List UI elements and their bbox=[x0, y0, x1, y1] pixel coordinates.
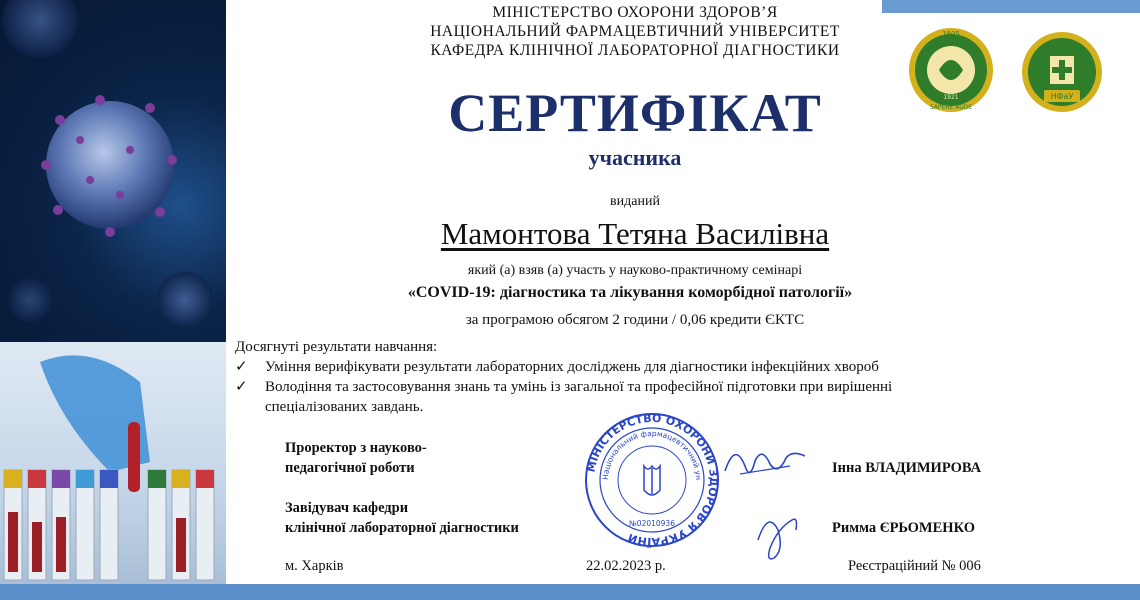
signatory-name: Римма ЄРЬОМЕНКО bbox=[832, 520, 976, 536]
check-icon: ✓ bbox=[235, 359, 248, 375]
university-crest-logo bbox=[907, 26, 995, 119]
header-ministry: МІНІСТЕРСТВО ОХОРОНИ ЗДОРОВ’Я bbox=[492, 4, 778, 21]
official-stamp bbox=[582, 410, 722, 555]
seminar-title: «COVID-19: діагностика та лікування коморбідної патології» bbox=[407, 284, 853, 301]
university-crest-icon bbox=[907, 26, 995, 114]
signature-2 bbox=[748, 500, 808, 570]
certificate-subtitle: учасника bbox=[588, 145, 682, 170]
top-accent-bar bbox=[882, 0, 1140, 13]
logo-motto: SAPERE AUDE bbox=[929, 104, 973, 111]
signature-scribble-icon bbox=[748, 500, 808, 565]
result-text: Уміння верифікувати результати лабораторних досліджень для діагностики інфекційних хвороб bbox=[265, 359, 879, 375]
signature-scribble-icon bbox=[720, 436, 810, 486]
nfau-logo bbox=[1020, 30, 1104, 119]
logo-nfau-text: НФаУ bbox=[1050, 92, 1074, 101]
side-decorative-image bbox=[0, 0, 226, 584]
role-line: Завідувач кафедри bbox=[285, 500, 409, 516]
role-line: клінічної лабораторної діагностики bbox=[285, 520, 519, 536]
test-tubes-illustration bbox=[0, 342, 226, 584]
recipient-name: Мамонтова Тетяна Василівна bbox=[440, 216, 830, 251]
role-line: Проректор з науково- bbox=[285, 440, 427, 456]
check-icon: ✓ bbox=[235, 379, 248, 395]
header-university: НАЦІОНАЛЬНИЙ ФАРМАЦЕВТИЧНИЙ УНІВЕРСИТЕТ bbox=[430, 23, 840, 40]
footer-city: м. Харків bbox=[285, 558, 344, 574]
results-title: Досягнуті результати навчання: bbox=[235, 339, 438, 355]
nfau-emblem-icon bbox=[1020, 30, 1104, 114]
virus-illustration bbox=[0, 0, 226, 342]
signatory-role bbox=[285, 438, 427, 478]
certificate-title: СЕРТИФІКАТ bbox=[448, 83, 822, 143]
role-line: педагогічної роботи bbox=[285, 460, 415, 476]
result-text: Володіння та застосовування знань та умінь із загальної та професійної підготовки при вирішенні bbox=[265, 379, 893, 395]
issued-label: виданий bbox=[610, 194, 660, 209]
program-text: за програмою обсягом 2 години / 0,06 кредити ЄКТС bbox=[465, 312, 805, 328]
signatory-role bbox=[285, 498, 519, 538]
signature-1 bbox=[720, 436, 810, 491]
stamp-inner-text: Національний фармацевтичний ун bbox=[600, 428, 704, 481]
logo-year-top: 1805 bbox=[942, 30, 960, 38]
footer-date: 22.02.2023 р. bbox=[586, 558, 666, 574]
result-item bbox=[235, 378, 892, 396]
result-item-continuation: спеціалізованих завдань. bbox=[265, 399, 424, 415]
bottom-accent-bar bbox=[0, 584, 1140, 600]
header-department: КАФЕДРА КЛІНІЧНОЇ ЛАБОРАТОРНОЇ ДІАГНОСТИКИ bbox=[430, 42, 840, 59]
footer-registration: Реєстраційний № 006 bbox=[848, 558, 981, 574]
lab-tubes-image bbox=[0, 342, 226, 584]
signatory-name: Інна ВЛАДИМИРОВА bbox=[832, 460, 982, 476]
stamp-seal-icon bbox=[582, 410, 722, 550]
logo-year-bottom: 1921 bbox=[943, 94, 959, 101]
stamp-code: №02010936 bbox=[629, 519, 675, 528]
result-item bbox=[235, 358, 879, 376]
stamp-outer-text: МІНІСТЕРСТВО ОХОРОНИ ЗДОРОВ'Я УКРАЇНИ bbox=[584, 411, 721, 549]
participation-text: який (а) взяв (а) участь у науково-практичному семінарі bbox=[467, 263, 803, 278]
virus-image bbox=[0, 0, 226, 342]
